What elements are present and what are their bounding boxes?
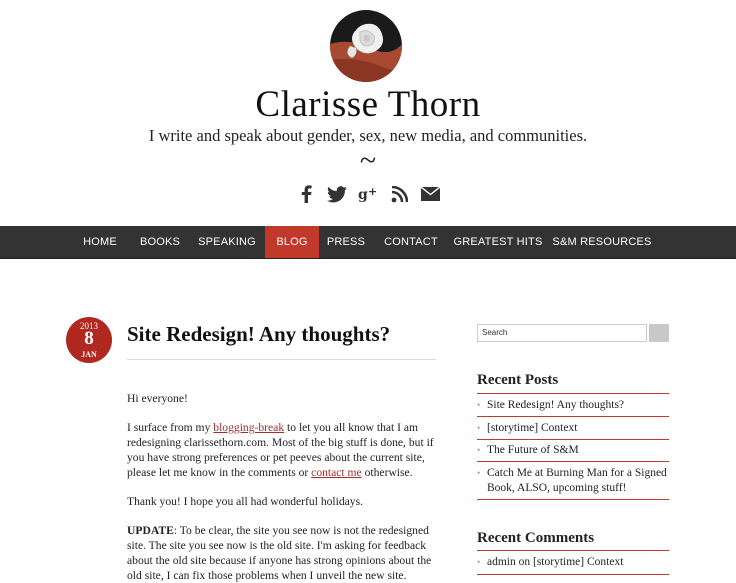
svg-text:g: g — [358, 187, 368, 203]
post-update-paragraph: UPDATE: To be clear, the site you see now is not the redesigned site. The site you see now is the old site. I'm asking for feedback about the old site because if anyone has strong opinions about the old site, I can fix those problems when I unveil the new site. — [127, 524, 432, 582]
nav-item-press[interactable]: PRESS — [326, 236, 366, 248]
svg-text:+: + — [368, 185, 378, 198]
twitter-icon[interactable] — [327, 184, 347, 204]
google-plus-icon[interactable] — [358, 184, 378, 204]
blogging-break-link[interactable]: blogging-break — [213, 421, 285, 434]
recent-post-item[interactable]: • [storytime] Context — [477, 421, 669, 436]
post-title[interactable]: Site Redesign! Any thoughts? — [127, 322, 391, 346]
widget-divider — [477, 499, 669, 500]
search-input[interactable]: Search — [477, 324, 647, 342]
tilde-ornament: ~ — [359, 144, 377, 177]
avatar — [330, 10, 402, 82]
nav-item-greatest-hits[interactable]: GREATEST HITS — [453, 236, 543, 248]
social-icons — [0, 184, 736, 204]
widget-divider — [477, 439, 669, 440]
recent-comments-heading: Recent Comments — [477, 530, 595, 546]
post-paragraph: I surface from my blogging-break to let you all know that I am redesigning clarissethorn.com. Most of the big stuff is done, but if you have strong preferences or pet peeves about the current site, please let me know in the comments or contact me otherwise. — [127, 421, 434, 479]
recent-post-item[interactable]: • Site Redesign! Any thoughts? — [477, 398, 669, 413]
widget-divider — [477, 416, 669, 417]
post-date-year: 2013 — [80, 321, 98, 331]
update-label: UPDATE — [127, 524, 174, 537]
nav-item-sm-resources[interactable]: S&M RESOURCES — [552, 236, 652, 248]
widget-divider — [477, 393, 669, 394]
post-title-divider — [127, 359, 436, 360]
nav-item-home[interactable]: HOME — [83, 236, 117, 248]
search-button[interactable] — [649, 324, 669, 342]
nav-item-contact[interactable]: CONTACT — [384, 236, 438, 248]
post-date-badge — [66, 317, 112, 363]
post-date-day: 8 — [84, 328, 94, 349]
post-paragraph: Thank you! I hope you all had wonderful holidays. — [127, 495, 364, 508]
nav-item-books[interactable]: BOOKS — [139, 236, 181, 248]
site-title[interactable]: Clarisse Thorn — [255, 84, 481, 125]
recent-post-item[interactable]: • The Future of S&M — [477, 443, 669, 458]
post-greeting: Hi everyone! — [127, 392, 188, 405]
widget-divider — [477, 574, 669, 575]
nav-item-blog[interactable]: BLOG — [265, 226, 319, 258]
main-nav — [0, 226, 736, 259]
recent-posts-heading: Recent Posts — [477, 372, 559, 388]
post-date-month: JAN — [81, 350, 97, 359]
recent-post-item[interactable]: • Catch Me at Burning Man for a Signed Book, ALSO, upcoming stuff! — [477, 466, 669, 496]
email-icon[interactable] — [420, 184, 440, 204]
nav-item-speaking[interactable]: SPEAKING — [198, 236, 256, 248]
contact-me-link[interactable]: contact me — [311, 466, 362, 479]
rss-icon[interactable] — [389, 184, 409, 204]
facebook-icon[interactable] — [296, 184, 316, 204]
widget-divider — [477, 550, 669, 551]
widget-divider — [477, 461, 669, 462]
post-body — [127, 391, 437, 583]
recent-comment-item[interactable]: • admin on [storytime] Context — [477, 555, 669, 570]
site-tagline: I write and speak about gender, sex, new media, and communities. — [148, 126, 588, 145]
